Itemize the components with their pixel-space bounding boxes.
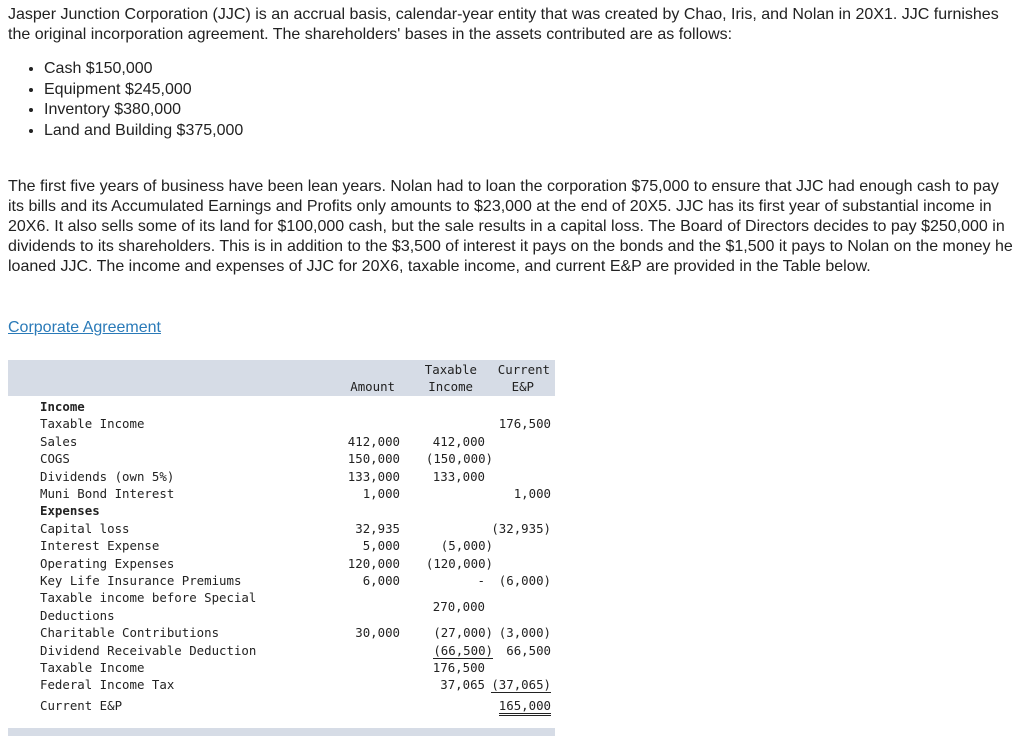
table-row — [8, 468, 555, 485]
row-ep: 66,500 — [506, 642, 551, 658]
table-row — [8, 485, 555, 502]
table-row — [8, 537, 555, 554]
row-amount: 120,000 — [347, 555, 400, 571]
list-item: • Equipment $245,000 — [44, 80, 243, 101]
row-label: Federal Income Tax — [40, 677, 175, 693]
row-amount: 6,000 — [362, 572, 400, 588]
row-label: Muni Bond Interest — [40, 485, 175, 501]
row-taxable: 176,500 — [432, 660, 485, 676]
row-amount: 133,000 — [347, 468, 400, 484]
row-label: Income — [40, 399, 85, 414]
row-amount: 30,000 — [355, 625, 400, 641]
row-label: Sales — [40, 433, 78, 449]
row-ep: (37,065) — [491, 677, 551, 693]
table-row — [8, 433, 555, 450]
row-taxable: - — [477, 572, 485, 588]
table-row — [8, 676, 555, 693]
row-taxable: 270,000 — [432, 599, 485, 615]
table-row — [8, 659, 555, 676]
row-label: Key Life Insurance Premiums — [40, 572, 242, 588]
table-row — [8, 589, 555, 624]
row-amount: 1,000 — [362, 485, 400, 501]
row-label: Current E&P — [40, 697, 123, 713]
row-amount: 412,000 — [347, 433, 400, 449]
table-row — [8, 502, 555, 519]
table-row — [8, 520, 555, 537]
table-footer-bar — [8, 728, 555, 736]
table-row — [8, 642, 555, 659]
row-taxable: (120,000) — [425, 555, 493, 571]
row-ep: 165,000 — [499, 698, 551, 716]
table-row — [8, 694, 555, 717]
row-ep: 176,500 — [498, 416, 551, 432]
row-taxable: (5,000) — [440, 538, 493, 554]
row-taxable: 412,000 — [432, 433, 485, 449]
table-row — [8, 624, 555, 641]
list-item: • Cash $150,000 — [44, 59, 243, 80]
row-label: Charitable Contributions — [40, 625, 220, 641]
row-label: Taxable Income — [40, 660, 145, 676]
corporate-agreement-link[interactable]: Corporate Agreement — [8, 319, 161, 336]
row-label: Interest Expense — [40, 538, 160, 554]
header-current-2: E&P — [511, 379, 534, 394]
table-row — [8, 555, 555, 572]
row-label: Dividend Receivable Deduction — [40, 642, 257, 658]
table-header — [8, 360, 555, 396]
row-taxable: 37,065 — [440, 677, 485, 693]
asset-basis-list — [18, 59, 243, 141]
row-taxable: (150,000) — [425, 451, 493, 467]
row-ep: (6,000) — [498, 572, 551, 588]
table-row — [8, 398, 555, 415]
row-label: COGS — [40, 451, 70, 467]
list-item: • Land and Building $375,000 — [44, 121, 243, 142]
row-ep: (32,935) — [491, 520, 551, 536]
row-taxable: 133,000 — [432, 468, 485, 484]
row-ep: (3,000) — [498, 625, 551, 641]
row-taxable: (27,000) — [433, 625, 493, 641]
row-label: Expenses — [40, 503, 100, 519]
header-current-1: Current — [497, 362, 550, 377]
header-taxable-1: Taxable — [424, 362, 477, 377]
row-taxable: (66,500) — [433, 642, 493, 658]
table-row — [8, 415, 555, 432]
table-row — [8, 450, 555, 467]
row-label: Taxable Income — [40, 416, 145, 432]
income-table — [8, 360, 555, 717]
row-amount: 32,935 — [355, 520, 400, 536]
row-amount: 150,000 — [347, 451, 400, 467]
row-label: Taxable income before Special Deductions — [40, 590, 257, 623]
row-label: Dividends (own 5%) — [40, 468, 175, 484]
header-amount: Amount — [350, 379, 395, 394]
row-ep: 1,000 — [513, 485, 551, 501]
table-row — [8, 572, 555, 589]
row-label: Operating Expenses — [40, 555, 175, 571]
intro-paragraph: Jasper Junction Corporation (JJC) is an accrual basis, calendar-year entity that was created by Chao, Iris, and Nolan in 20X1. JJC furnishes the original incorporation agreement. The shareholders' bases in the assets contributed are as follows: — [8, 6, 999, 43]
row-amount: 5,000 — [362, 538, 400, 554]
header-taxable-2: Income — [428, 379, 473, 394]
row-label: Capital loss — [40, 520, 130, 536]
list-item: • Inventory $380,000 — [44, 100, 243, 121]
body-paragraph: The first five years of business have been lean years. Nolan had to loan the corporation $75,000 to ensure that JJC had enough cash to pay its bills and its Accumulated Earnings and Profits only amounts to $23,000 at the end of 20X5. JJC has its first year of substantial income in 20X6. It also sells some of its land for $100,000 cash, but the sale results in a capital loss. The Board of Directors decides to pay $250,000 in dividends to its shareholders. This is in addition to the $3,500 of interest it pays on the bonds and the $1,500 it pays to Nolan on the money he loaned JJC. The income and expenses of JJC for 20X6, taxable income, and current E&P are provided in the Table below. — [8, 178, 1013, 275]
